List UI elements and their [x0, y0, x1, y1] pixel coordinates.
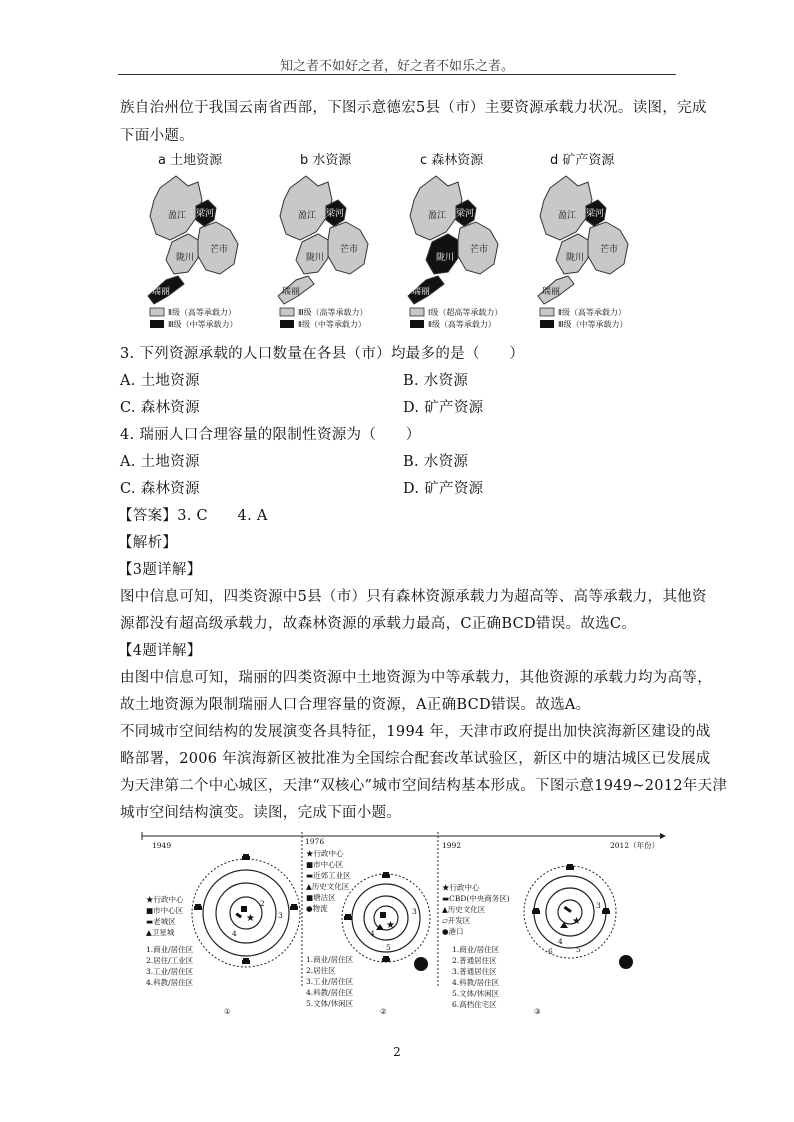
svg-text:★: ★ — [246, 913, 255, 924]
q3-detail-line-2: 源都没有超高级承载力，故森林资源的承载力最高，C正确BCD错误。故选C。 — [120, 616, 637, 632]
intro-line-1: 族自治州位于我国云南省西部，下图示意德宏5县（市）主要资源承载力状况。读图，完成 — [120, 100, 707, 116]
label-mangshi: 芒市 — [600, 245, 619, 255]
para2-line-1: 不同城市空间结构的发展演变各具特征，1994 年，天津市政府提出加快滨海新区建设的战 — [120, 724, 711, 740]
q3-detail-line-1: 图中信息可知，四类资源中5县（市）只有森林资源承载力为超高等、高等承载力，其他资 — [120, 589, 707, 605]
svg-text:1.商业/居住区: 1.商业/居住区 — [452, 945, 500, 954]
svg-text:4: 4 — [232, 929, 237, 938]
q4-detail-line-2: 故土地资源为限制瑞丽人口合理容量的资源，A正确BCD错误。故选A。 — [120, 697, 591, 713]
map-b-water — [278, 152, 368, 329]
year-1949: 1949 — [152, 841, 172, 850]
legend-b-1: Ⅲ级（高等承载力） — [298, 308, 368, 317]
svg-text:★: ★ — [572, 916, 581, 927]
svg-text:6.高档住宅区: 6.高档住宅区 — [452, 1000, 497, 1009]
label-lianghe: 梁河 — [196, 209, 215, 219]
svg-text:5: 5 — [576, 945, 581, 954]
q3-option-a: A. 土地资源 — [120, 373, 200, 389]
label-longchuan: 陇川 — [566, 253, 585, 263]
page-header-motto: 知之者不如好之者，好之者不如乐之者。 — [279, 59, 514, 74]
svg-text:■塘沽区: ■塘沽区 — [306, 893, 336, 902]
svg-text:5.文体/休闲区: 5.文体/休闲区 — [306, 999, 354, 1008]
svg-text:3.工业/居住区: 3.工业/居住区 — [306, 977, 354, 986]
q4-option-a: A. 土地资源 — [120, 454, 200, 470]
legend-a-1: Ⅱ级（高等承载力） — [168, 308, 236, 317]
label-lianghe: 梁河 — [326, 209, 345, 219]
q3-detail-heading: 【3题详解】 — [118, 562, 202, 578]
legend-b-2: Ⅱ级（中等承载力） — [298, 320, 366, 329]
year-2012: 2012（年份） — [610, 841, 660, 850]
q3-stem: 3. 下列资源承载的人口数量在各县（市）均最多的是（ ） — [120, 346, 525, 362]
svg-text:1.商业/居住区: 1.商业/居住区 — [146, 945, 194, 954]
legend-d-2: Ⅲ级（中等承载力） — [558, 320, 628, 329]
analysis-heading: 【解析】 — [118, 535, 178, 551]
svg-text:3.普通居住区: 3.普通居住区 — [452, 967, 497, 976]
svg-text:5.文体/休闲区: 5.文体/休闲区 — [452, 989, 500, 998]
timeline-arrow-icon — [660, 833, 666, 839]
svg-text:4: 4 — [558, 937, 563, 946]
q4-option-b: B. 水资源 — [403, 454, 469, 470]
panel-3-number: ③ — [534, 1007, 541, 1016]
map-c-forest — [408, 152, 502, 329]
svg-text:1.商业/居住区: 1.商业/居住区 — [306, 955, 354, 964]
year-1976: 1976 — [305, 837, 325, 846]
map-d-title: d 矿产资源 — [550, 153, 615, 168]
svg-text:▲历史文化区: ▲历史文化区 — [442, 905, 486, 914]
label-lianghe: 梁河 — [586, 209, 605, 219]
intro-line-2: 下面小题。 — [120, 128, 194, 144]
map-a-title: a 土地资源 — [158, 153, 223, 168]
svg-text:▬近郊工业区: ▬近郊工业区 — [306, 871, 351, 880]
svg-text:3: 3 — [278, 911, 283, 920]
svg-text:3.工业/居住区: 3.工业/居住区 — [146, 967, 194, 976]
svg-text:▱开发区: ▱开发区 — [442, 916, 471, 925]
label-yingjiang: 盈江 — [428, 211, 447, 221]
para2-line-4: 城市空间结构演变。读图，完成下面小题。 — [120, 805, 402, 821]
map-b-title: b 水资源 — [300, 153, 352, 168]
label-mangshi: 芒市 — [210, 245, 229, 255]
label-ruili: 瑞丽 — [412, 287, 431, 297]
label-longchuan: 陇川 — [306, 253, 325, 263]
svg-text:★行政中心: ★行政中心 — [442, 883, 480, 892]
svg-text:▲卫星城: ▲卫星城 — [146, 928, 175, 937]
svg-text:▬CBD(中央商务区): ▬CBD(中央商务区) — [442, 894, 510, 903]
map-d-mineral — [538, 152, 628, 329]
resource-maps-figure — [138, 148, 658, 338]
legend-d-1: Ⅱ级（高等承载力） — [558, 308, 626, 317]
region-yingjiang — [150, 176, 202, 240]
para2-line-2: 略部署，2006 年滨海新区被批准为全国综合配套改革试验区，新区中的塘沽城区已发展成 — [120, 751, 711, 767]
svg-text:★: ★ — [386, 920, 395, 931]
q3-option-b: B. 水资源 — [403, 373, 469, 389]
svg-text:4.科教/居住区: 4.科教/居住区 — [452, 978, 500, 987]
q4-option-c: C. 森林资源 — [120, 481, 200, 497]
map-c-title: c 森林资源 — [420, 153, 484, 168]
label-lianghe: 梁河 — [456, 209, 475, 219]
para2-line-3: 为天津第二个中心城区，天津“双核心”城市空间结构基本形成。下图示意1949~2012年天津 — [120, 778, 728, 794]
svg-text:2.居住区: 2.居住区 — [306, 966, 336, 975]
answer-line: 【答案】3. C 4. A — [118, 508, 268, 524]
panel-1-number: ① — [224, 1007, 231, 1016]
legend-swatch-light — [150, 308, 164, 316]
q4-detail-line-1: 由图中信息可知，瑞丽的四类资源中土地资源为中等承载力，其他资源的承载力均为高等， — [120, 670, 712, 686]
svg-text:2: 2 — [260, 899, 265, 908]
svg-text:▲历史文化区: ▲历史文化区 — [306, 882, 350, 891]
legend-c-1: Ⅰ级（超高等承载力） — [428, 308, 503, 317]
map-a-land — [148, 152, 238, 329]
svg-text:●物流: ●物流 — [306, 904, 328, 913]
label-yingjiang: 盈江 — [168, 211, 187, 221]
label-mangshi: 芒市 — [340, 245, 359, 255]
label-longchuan: 陇川 — [176, 253, 195, 263]
svg-text:3: 3 — [596, 901, 601, 910]
svg-text:★行政中心: ★行政中心 — [146, 895, 184, 904]
q3-option-c: C. 森林资源 — [120, 400, 200, 416]
label-yingjiang: 盈江 — [298, 211, 317, 221]
label-ruili: 瑞丽 — [542, 287, 561, 297]
svg-text:5: 5 — [386, 943, 391, 952]
page-number: 2 — [393, 1045, 401, 1059]
svg-text:■市中心区: ■市中心区 — [306, 860, 344, 869]
svg-text:■市中心区: ■市中心区 — [146, 906, 184, 915]
svg-text:4.科教/居住区: 4.科教/居住区 — [146, 978, 194, 987]
city-panel-1949 — [146, 854, 300, 1016]
svg-text:6: 6 — [548, 947, 553, 956]
legend-c-2: Ⅱ级（高等承载力） — [428, 320, 496, 329]
label-mangshi: 芒市 — [470, 245, 489, 255]
svg-text:4.科教/居住区: 4.科教/居住区 — [306, 988, 354, 997]
city-panel-1992 — [442, 864, 633, 1016]
label-yingjiang: 盈江 — [558, 211, 577, 221]
label-ruili: 瑞丽 — [282, 287, 301, 297]
header-divider — [118, 74, 676, 75]
label-longchuan: 陇川 — [436, 253, 455, 263]
svg-text:2.居住/工业区: 2.居住/工业区 — [146, 956, 194, 965]
year-1992: 1992 — [442, 841, 462, 850]
city-structure-figure — [140, 828, 668, 1018]
svg-text:3: 3 — [412, 907, 417, 916]
svg-text:2.普通居住区: 2.普通居住区 — [452, 956, 497, 965]
label-ruili: 瑞丽 — [152, 287, 171, 297]
svg-text:▬老城区: ▬老城区 — [146, 917, 176, 926]
q4-option-d: D. 矿产资源 — [403, 481, 484, 497]
svg-text:★行政中心: ★行政中心 — [306, 849, 344, 858]
q4-stem: 4. 瑞丽人口合理容量的限制性资源为（ ） — [120, 427, 421, 443]
svg-text:●港口: ●港口 — [442, 927, 464, 936]
q4-detail-heading: 【4题详解】 — [118, 643, 202, 659]
legend-swatch-dark — [150, 320, 164, 328]
panel-2-number: ② — [380, 1007, 387, 1016]
legend-a-2: Ⅲ级（中等承载力） — [168, 320, 238, 329]
city-panel-1976 — [306, 848, 430, 1016]
q3-option-d: D. 矿产资源 — [403, 400, 484, 416]
svg-text:4: 4 — [370, 929, 375, 938]
